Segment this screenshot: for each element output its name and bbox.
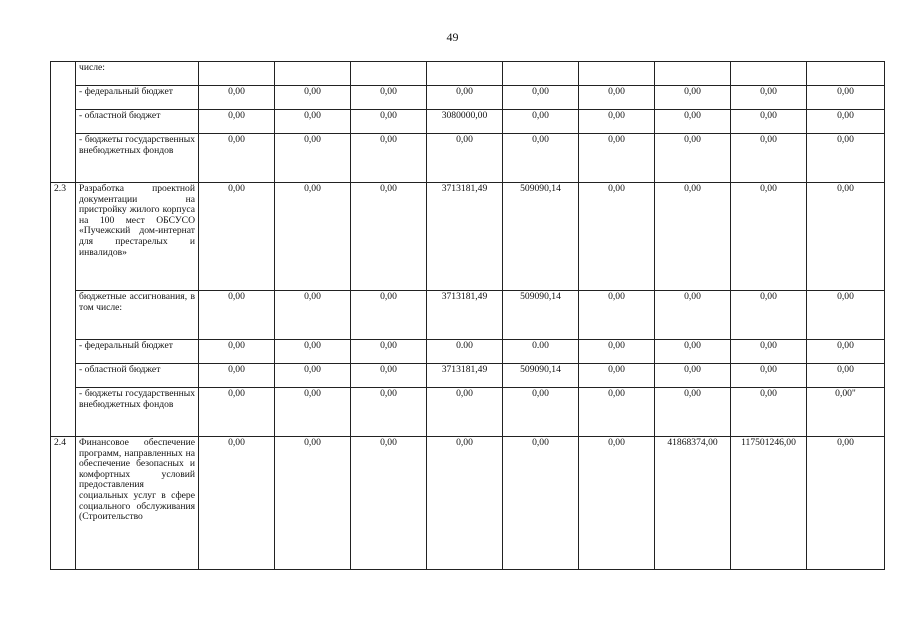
value-cell: 0,00 (275, 388, 351, 437)
table-row (51, 340, 885, 364)
row-description-cell: - областной бюджет (76, 364, 199, 388)
value-cell: 0,00 (655, 364, 731, 388)
value-cell: 3713181,49 (427, 183, 503, 291)
value-cell: 0,00 (199, 86, 275, 110)
row-description-cell: - бюджеты государственных внебюджетных фондов (76, 134, 199, 183)
value-cell (503, 62, 579, 86)
value-cell: 0,00 (807, 437, 885, 570)
value-cell: 0,00 (579, 388, 655, 437)
value-cell: 0,00 (503, 134, 579, 183)
table-row (51, 364, 885, 388)
value-cell: 0,00 (655, 110, 731, 134)
row-description-cell: числе: (76, 62, 199, 86)
value-cell (275, 62, 351, 86)
value-cell: 0,00 (807, 110, 885, 134)
value-cell: 0,00 (427, 437, 503, 570)
value-cell (351, 62, 427, 86)
value-cell: 0,00 (275, 183, 351, 291)
value-cell: 0,00 (427, 86, 503, 110)
value-cell: 0,00 (199, 437, 275, 570)
value-cell (731, 62, 807, 86)
value-cell: 0,00 (655, 86, 731, 110)
value-cell: 0,00 (275, 291, 351, 340)
value-cell: 0,00 (579, 110, 655, 134)
table-row (51, 86, 885, 110)
value-cell: 0,00 (731, 134, 807, 183)
table-row (51, 62, 885, 86)
table-body (51, 62, 885, 570)
value-cell: 0.00 (503, 340, 579, 364)
value-cell: 3713181,49 (427, 364, 503, 388)
page-number: 49 (446, 30, 459, 44)
value-cell: 0,00 (351, 134, 427, 183)
value-cell: 0,00 (655, 183, 731, 291)
value-cell: 0,00 (199, 183, 275, 291)
value-cell: 509090,14 (503, 183, 579, 291)
value-cell: 0,00 (275, 364, 351, 388)
value-cell: 0,00 (731, 340, 807, 364)
value-cell: 0,00 (351, 388, 427, 437)
value-cell: 509090,14 (503, 364, 579, 388)
table-row (51, 388, 885, 437)
row-number-cell: 2.4 (51, 437, 76, 570)
value-cell: 0,00 (807, 291, 885, 340)
value-cell: 0,00 (427, 388, 503, 437)
value-cell: 0,00 (579, 364, 655, 388)
value-cell: 0,00 (503, 110, 579, 134)
value-cell: 0,00 (807, 86, 885, 110)
value-cell: 0,00 (655, 134, 731, 183)
value-cell (579, 62, 655, 86)
row-description-cell: - федеральный бюджет (76, 86, 199, 110)
budget-table (50, 61, 885, 570)
row-description-cell: - областной бюджет (76, 110, 199, 134)
value-cell: 0,00 (807, 364, 885, 388)
value-cell: 0,00 (731, 183, 807, 291)
row-description-cell: - федеральный бюджет (76, 340, 199, 364)
value-cell (807, 62, 885, 86)
value-cell: 0,00 (807, 340, 885, 364)
value-cell: 0,00 (579, 86, 655, 110)
value-cell: 0,00 (579, 183, 655, 291)
table-row (51, 134, 885, 183)
row-description-cell: Разработка проектной документации на пристройку жилого корпуса на 100 мест ОБСУСО «Пучежский дом-интернат для престарелых и инвалидов» (76, 183, 199, 291)
value-cell: 0,00 (731, 110, 807, 134)
value-cell: 0,00 (275, 86, 351, 110)
row-number-cell (51, 62, 76, 183)
value-cell: 0,00 (427, 134, 503, 183)
value-cell: 0,00 (199, 291, 275, 340)
value-cell: 509090,14 (503, 291, 579, 340)
value-cell: 0,00 (579, 340, 655, 364)
value-cell: 0,00 (351, 183, 427, 291)
value-cell: 41868374,00 (655, 437, 731, 570)
table-row (51, 110, 885, 134)
value-cell: 0,00 (275, 437, 351, 570)
value-cell: 0,00" (807, 388, 885, 437)
value-cell: 0,00 (503, 437, 579, 570)
value-cell: 0,00 (351, 110, 427, 134)
row-description-cell: - бюджеты государственных внебюджетных фондов (76, 388, 199, 437)
value-cell: 0,00 (503, 388, 579, 437)
value-cell: 117501246,00 (731, 437, 807, 570)
value-cell: 3080000,00 (427, 110, 503, 134)
value-cell: 0,00 (275, 340, 351, 364)
value-cell: 0,00 (275, 134, 351, 183)
table-row (51, 291, 885, 340)
row-number-cell: 2.3 (51, 183, 76, 437)
value-cell: 0,00 (655, 291, 731, 340)
value-cell: 0,00 (503, 86, 579, 110)
value-cell: 0,00 (199, 110, 275, 134)
value-cell: 0,00 (199, 134, 275, 183)
value-cell: 0,00 (807, 134, 885, 183)
value-cell: 0,00 (351, 86, 427, 110)
value-cell: 0,00 (351, 437, 427, 570)
value-cell: 0,00 (199, 364, 275, 388)
value-cell: 0,00 (807, 183, 885, 291)
value-cell: 0,00 (275, 110, 351, 134)
value-cell: 0,00 (731, 388, 807, 437)
value-cell (655, 62, 731, 86)
row-description-cell: Финансовое обеспечение программ, направленных на обеспечение безопасных и комфортных условий предоставления социальных услуг в сфере социального обслуживания (Строительство (76, 437, 199, 570)
value-cell: 0,00 (351, 364, 427, 388)
table-row (51, 437, 885, 570)
value-cell (427, 62, 503, 86)
value-cell: 0,00 (351, 291, 427, 340)
value-cell: 0,00 (731, 364, 807, 388)
value-cell: 0.00 (427, 340, 503, 364)
value-cell: 0,00 (199, 340, 275, 364)
table-row (51, 183, 885, 291)
value-cell: 0,00 (199, 388, 275, 437)
value-cell: 0,00 (655, 340, 731, 364)
value-cell: 0,00 (579, 134, 655, 183)
value-cell: 3713181,49 (427, 291, 503, 340)
value-cell: 0,00 (655, 388, 731, 437)
value-cell (199, 62, 275, 86)
row-description-cell: бюджетные ассигнования, в том числе: (76, 291, 199, 340)
value-cell: 0,00 (731, 86, 807, 110)
value-cell: 0,00 (351, 340, 427, 364)
value-cell: 0,00 (579, 437, 655, 570)
value-cell: 0,00 (579, 291, 655, 340)
value-cell: 0,00 (731, 291, 807, 340)
